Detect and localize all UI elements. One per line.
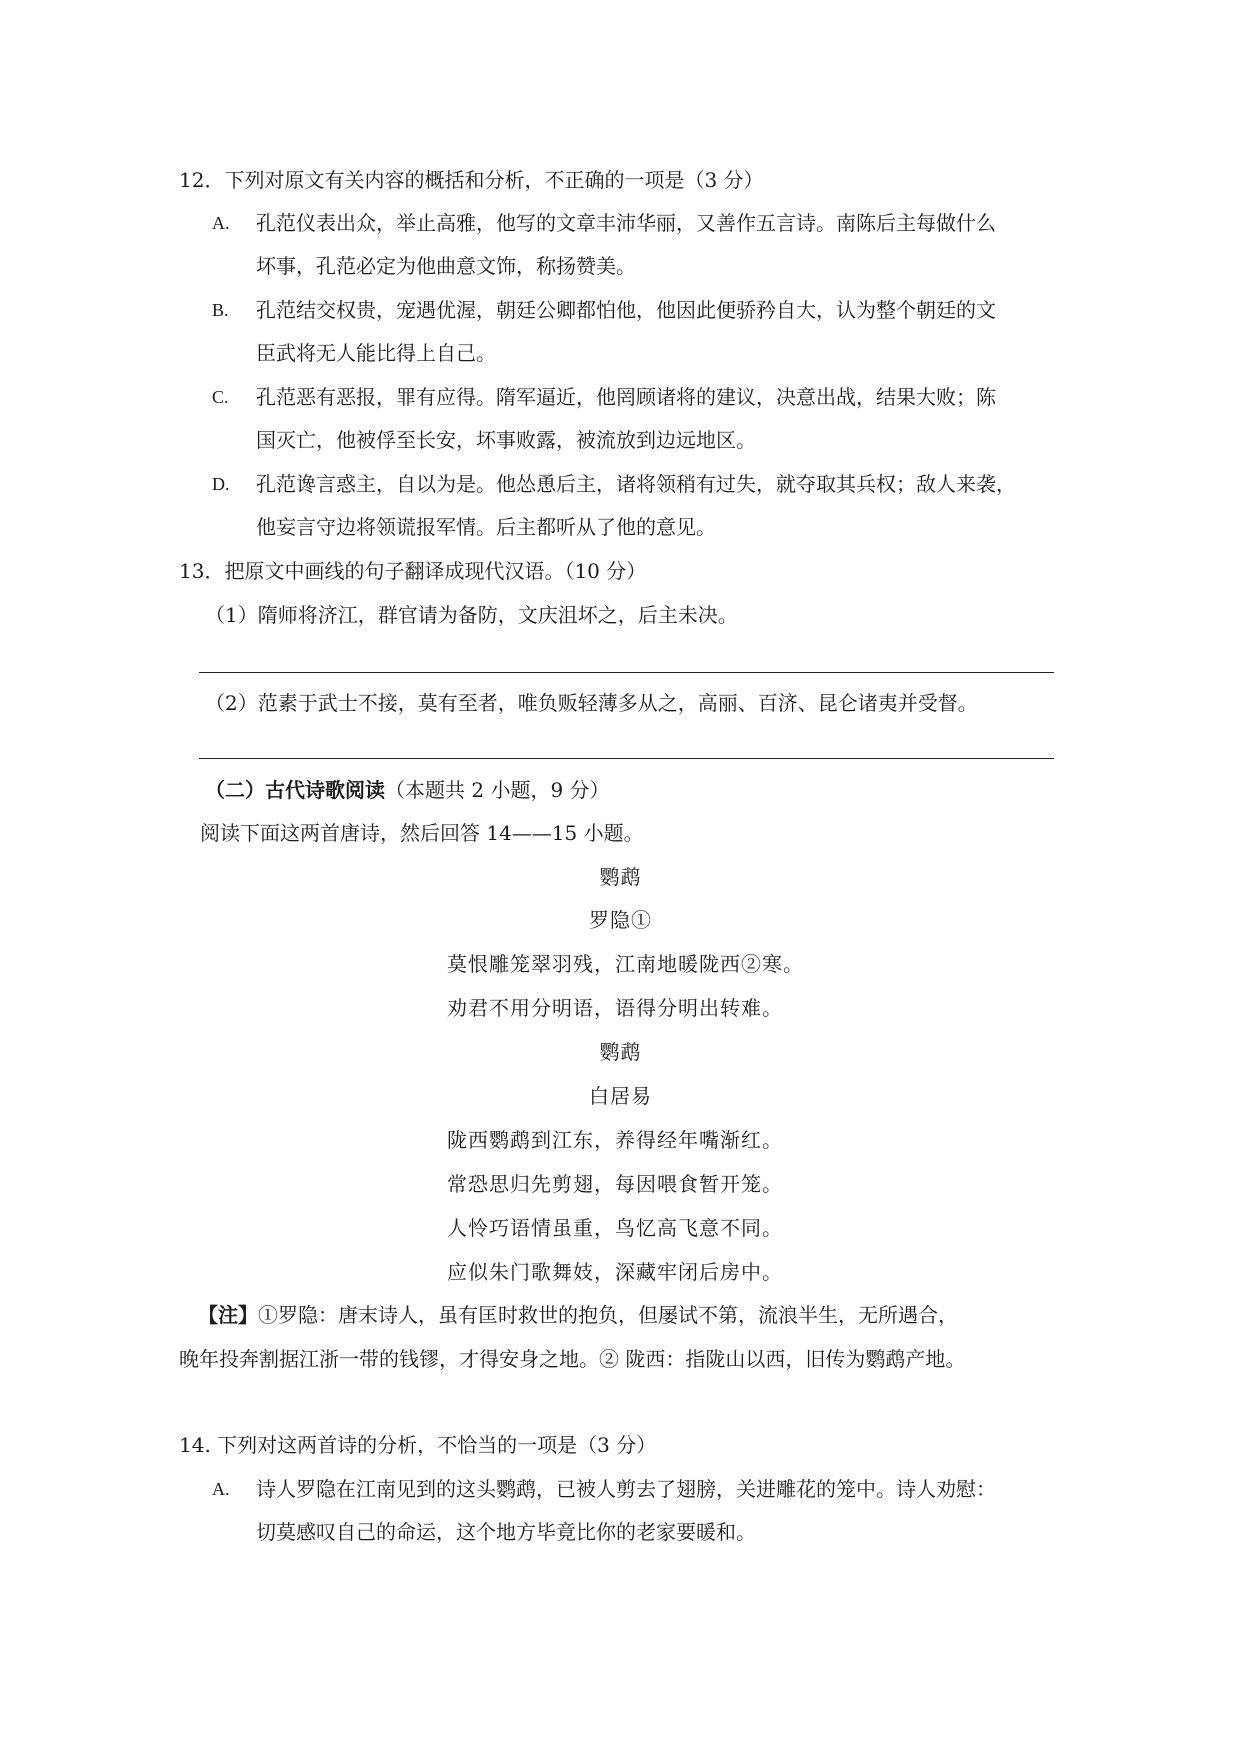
poem-2-line-1: 陇西鹦鹉到江东，养得经年嘴渐红。 (447, 1128, 783, 1152)
q14-option-a-letter: A. (212, 1479, 230, 1499)
poem-2-title: 鹦鹉 (599, 1040, 642, 1064)
section-2-heading (205, 776, 610, 804)
poem-1-line-2: 劝君不用分明语，语得分明出转难。 (447, 996, 783, 1020)
answer-line-1 (199, 672, 1054, 673)
poem-1-line-1: 莫恨雕笼翠羽残，江南地暖陇西②寒。 (447, 952, 804, 976)
q12-option-b-line1: 孔范结交权贵，宠遇优渥，朝廷公卿都怕他，他因此便骄矜自大，认为整个朝廷的文 (256, 298, 996, 322)
section-2-intro: 阅读下面这两首唐诗，然后回答 14——15 小题。 (200, 821, 644, 845)
poem-1-title: 鹦鹉 (599, 865, 642, 889)
q12-option-d-line1: 孔范谗言惑主，自以为是。他怂恿后主，诸将领稍有过失，就夺取其兵权；敌人来袭， (256, 472, 1016, 496)
q12-stem: 12．下列对原文有关内容的概括和分析，不正确的一项是（3 分） (179, 168, 764, 192)
note-text-1: ①罗隐：唐末诗人，虽有匡时救世的抱负，但屡试不第，流浪半生，无所遇合， (258, 1303, 958, 1327)
q13-stem: 13．把原文中画线的句子翻译成现代汉语。（10 分） (179, 559, 647, 583)
q12-option-c-line2: 国灭亡，他被俘至长安，坏事败露，被流放到边远地区。 (256, 428, 756, 452)
section-2-note: （本题共 2 小题，9 分） (385, 778, 610, 802)
q12-option-a-letter: A. (212, 213, 230, 233)
q12-option-c-line1: 孔范恶有恶报，罪有应得。隋军逼近，他罔顾诸将的建议，决意出战，结果大败；陈 (256, 385, 996, 409)
q12-option-a-line2: 坏事，孔范必定为他曲意文饰，称扬赞美。 (256, 254, 636, 278)
poem-1-author: 罗隐① (589, 908, 652, 932)
q13-sentence-1: （1）隋师将济江，群官请为备防，文庆沮坏之，后主未决。 (205, 603, 738, 627)
q12-option-a-line1: 孔范仪表出众，举止高雅，他写的文章丰沛华丽，又善作五言诗。南陈后主每做什么 (256, 211, 996, 235)
q12-option-b-letter: B. (212, 300, 229, 320)
q13-sentence-2: （2）范素于武士不接，莫有至者，唯负贩轻薄多从之，高丽、百济、昆仑诸夷并受督。 (205, 691, 978, 715)
q12-option-b-line2: 臣武将无人能比得上自己。 (256, 341, 496, 365)
note-line-2: 晚年投奔割据江浙一带的钱镠，才得安身之地。② 陇西：指陇山以西，旧传为鹦鹉产地。 (179, 1347, 966, 1371)
poem-2-line-4: 应似朱门歌舞妓，深藏牢闭后房中。 (447, 1260, 783, 1284)
answer-line-2 (199, 758, 1054, 759)
note-label: 【注】 (198, 1303, 258, 1327)
q14-option-a-line2: 切莫感叹自己的命运，这个地方毕竟比你的老家要暖和。 (256, 1520, 756, 1544)
q14-stem: 14. 下列对这两首诗的分析，不恰当的一项是（3 分） (179, 1433, 657, 1457)
q12-option-d-line2: 他妄言守边将领谎报军情。后主都听从了他的意见。 (256, 515, 716, 539)
q12-option-c-letter: C. (212, 387, 229, 407)
note-line-1 (198, 1301, 958, 1329)
poem-2-author: 白居易 (589, 1084, 652, 1108)
poem-2-line-3: 人怜巧语情虽重，鸟忆高飞意不同。 (447, 1216, 783, 1240)
q14-option-a-line1: 诗人罗隐在江南见到的这头鹦鹉，已被人剪去了翅膀，关进雕花的笼中。诗人劝慰： (256, 1477, 996, 1501)
q12-option-d-letter: D. (212, 474, 230, 494)
poem-2-line-2: 常恐思归先剪翅，每因喂食暂开笼。 (447, 1172, 783, 1196)
section-2-title: （二）古代诗歌阅读 (205, 778, 385, 802)
